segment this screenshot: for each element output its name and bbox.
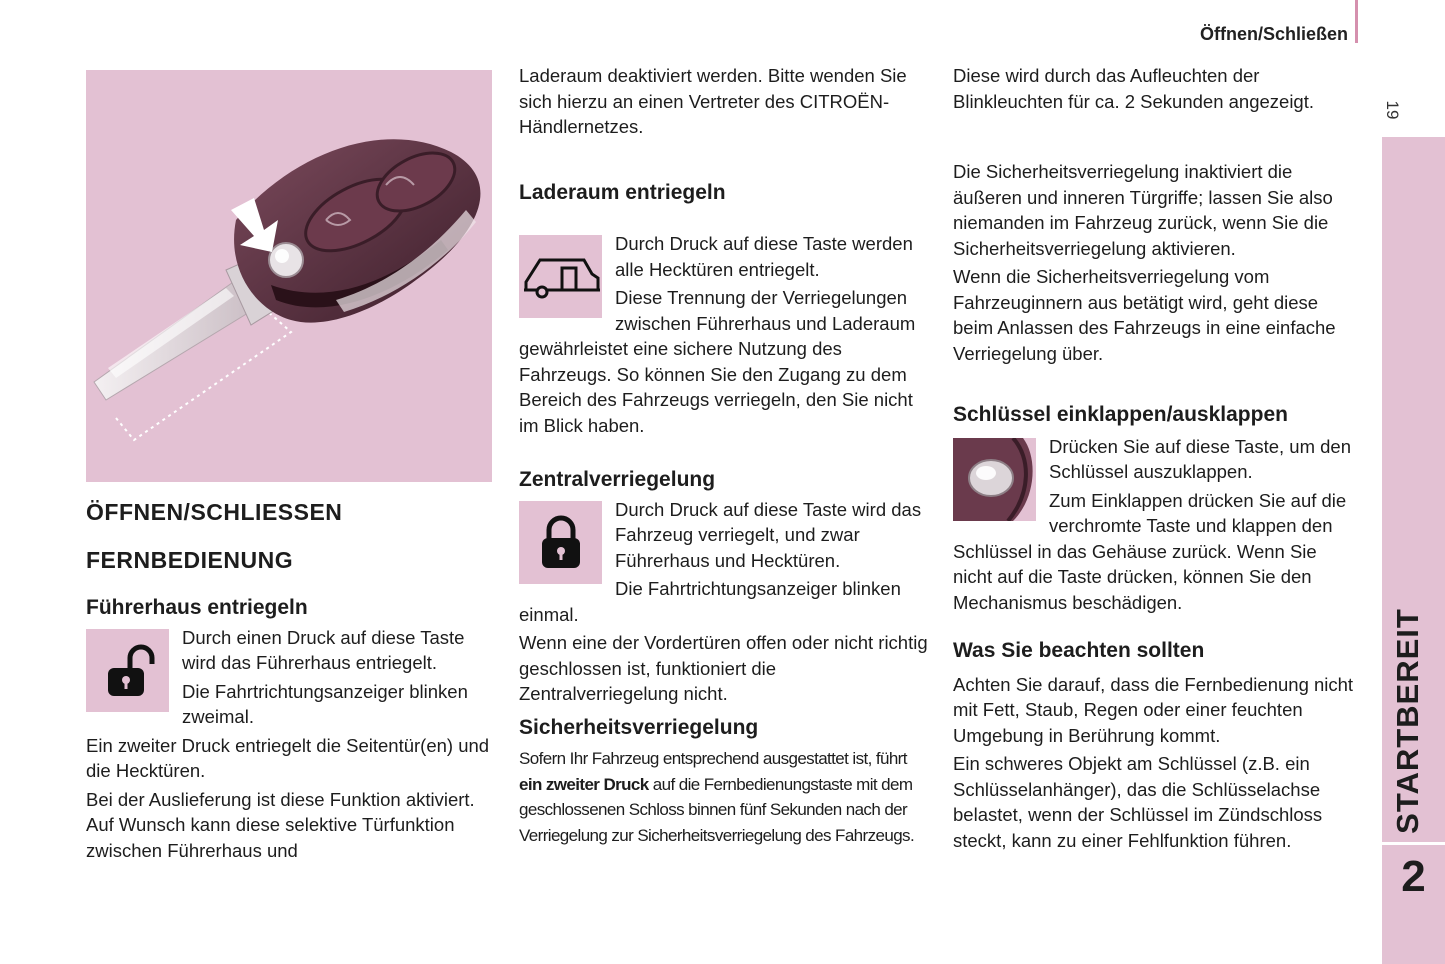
unlock-button-figure (86, 629, 169, 712)
deadlock-text (519, 746, 929, 848)
lock-button-figure (519, 501, 602, 584)
deadlock-text-bold: ein zweiter Druck (519, 774, 649, 794)
deadlock-inside-text: Wenn die Sicherheitsverriegelung vom Fahrzeuginnern aus betätigt wird, geht diese beim Anlassen des Fahrzeugs in eine einfache Verriegelung über. (953, 266, 1336, 364)
header-rule (1355, 0, 1358, 43)
cargo-text-1: Durch Druck auf diese Taste werden alle Hecktüren entriegelt. (615, 233, 913, 280)
remote-key-icon (86, 70, 492, 482)
fold-button-figure (953, 438, 1036, 521)
central-text-3: Wenn eine der Vordertüren offen oder nicht richtig geschlossen ist, funktioniert die Zentralverriegelung nicht. (519, 632, 928, 704)
column-3 (953, 63, 1359, 856)
unlocked-padlock-icon (98, 640, 158, 700)
chapter-label: STARTBEREIT (1390, 608, 1425, 834)
note-text-1: Achten Sie darauf, dass die Fernbedienung nicht mit Fett, Staub, Regen oder einer feuchten Umgebung in Berührung kommt. (953, 673, 1354, 746)
deadlock-text-b: auf die Fernbedienungstaste mit dem geschlossenen Schloss binnen fünf Sekunden nach der Verriegelung zur Sicherheitsverriegelung des Fahrzeugs. (519, 774, 915, 845)
column-1 (86, 70, 496, 866)
heading-cab-unlock: Führerhaus entriegeln (86, 596, 308, 619)
fold-text-1: Drücken Sie auf diese Taste, um den Schlüssel auszuklappen. (1049, 435, 1351, 482)
section-title: ÖFFNEN/SCHLIESSEN (86, 499, 343, 525)
cab-unlock-text-2: Die Fahrtrichtungsanzeiger blinken zweimal. (182, 680, 468, 727)
remote-key-illustration (86, 70, 492, 482)
cargo-button-figure (519, 235, 602, 318)
col2-intro: Laderaum deaktiviert werden. Bitte wenden Sie sich hierzu an einen Vertreter des CITROËN-Händlernetzes. (519, 65, 907, 137)
heading-note: Was Sie beachten sollten (953, 639, 1205, 662)
heading-key-fold: Schlüssel einklappen/ausklappen (953, 403, 1288, 426)
section-subtitle: FERNBEDIENUNG (86, 546, 294, 573)
fold-text-2: Zum Einklappen drücken Sie auf die verchromte Taste und klappen den Schlüssel in das Gehäuse zurück. Wenn Sie nicht auf die Taste drücken, können Sie den Mechanismus beschädigen. (953, 489, 1347, 613)
running-header: Öffnen/Schließen (1199, 24, 1348, 44)
key-fold-button-icon (953, 438, 1036, 521)
delivery-text: Bei der Auslieferung ist diese Funktion aktiviert. Auf Wunsch kann diese selektive Türfunktion zwischen Führerhaus und (86, 788, 475, 861)
note-text-2: Ein schweres Objekt am Schlüssel (z.B. ein Schlüsselanhänger), das die Schlüsselachse belastet, wenn der Schlüssel im Zündschloss steckt, kann zu einer Fehlfunktion führen. (953, 753, 1323, 851)
deadlock-text-a: Sofern Ihr Fahrzeug entsprechend ausgestattet ist, führt (519, 749, 907, 768)
deadlock-warning: Die Sicherheitsverriegelung inaktiviert die äußeren und inneren Türgriffe; lassen Sie also niemanden im Fahrzeug zurück, wenn Sie die Sicherheitsverriegelung aktivieren. (953, 161, 1333, 259)
central-text-1: Durch Druck auf diese Taste wird das Fahrzeug verriegelt, und zwar Führerhaus und Hecktüren. (615, 498, 922, 571)
van-rear-icon (522, 252, 600, 302)
heading-deadlock: Sicherheitsverriegelung (519, 715, 759, 739)
heading-central-lock: Zentralverriegelung (519, 468, 716, 491)
central-text-2: Die Fahrtrichtungsanzeiger blinken einmal. (519, 578, 901, 625)
page-number: 19 (1383, 100, 1402, 120)
second-press-text: Ein zweiter Druck entriegelt die Seitentür(en) und die Hecktüren. (86, 734, 490, 781)
chapter-number: 2 (1401, 852, 1426, 901)
column-2 (519, 63, 929, 851)
locked-padlock-icon (531, 512, 591, 572)
col3-intro: Diese wird durch das Aufleuchten der Blinkleuchten für ca. 2 Sekunden angezeigt. (953, 65, 1314, 112)
cargo-text-2: Diese Trennung der Verriegelungen zwischen Führerhaus und Laderaum gewährleistet eine sichere Nutzung des Fahrzeugs. So können Sie den Zugang zu dem Bereich des Fahrzeugs verriegeln, den Sie nicht im Blick haben. (519, 287, 916, 436)
heading-cargo-unlock: Laderaum entriegeln (519, 180, 726, 204)
cab-unlock-text-1: Durch einen Druck auf diese Taste wird das Führerhaus entriegelt. (182, 626, 465, 673)
